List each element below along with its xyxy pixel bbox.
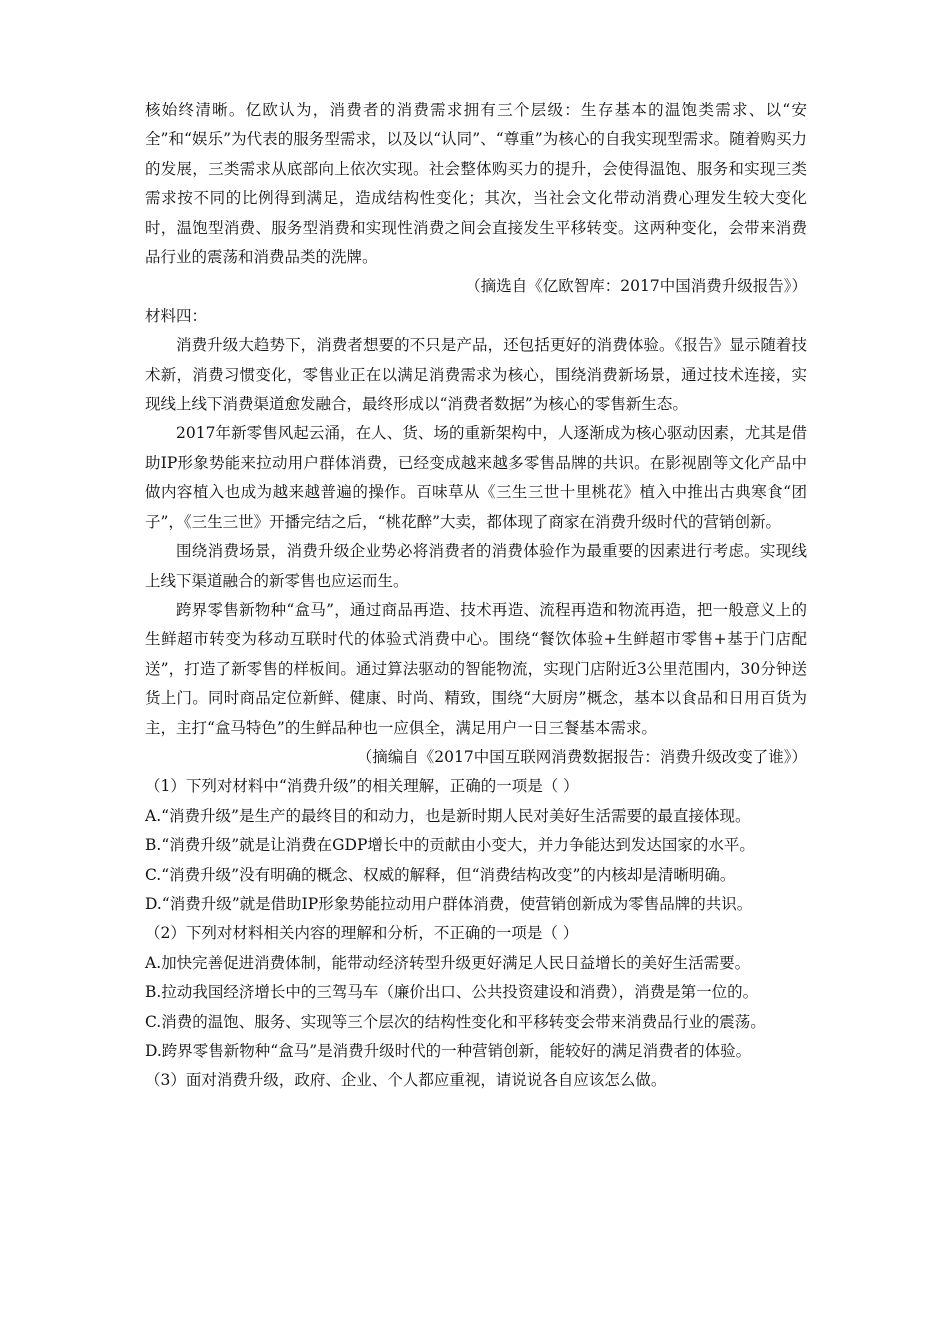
question-2 <box>145 919 807 1066</box>
question-stem: （2）下列对材料相关内容的理解和分析，不正确的一项是（ ） <box>145 924 579 943</box>
option-d: D.跨界零售新物种“盒马”是消费升级时代的一种营销创新，能较好的满足消费者的体验。 <box>145 1042 752 1060</box>
paragraph: 消费升级大趋势下，消费者想要的不只是产品，还包括更好的消费体验。《报告》显示随着技术新，消费习惯变化，零售业正在以满足消费需求为核心，围绕消费新场景，通过技术连接，实现线上线下消费渠道愈发融合，最终形成以“消费者数据”为核心的零售新生态。 <box>145 336 807 414</box>
option-d: D.“消费升级”就是借助IP形象势能拉动用户群体消费，使营销创新成为零售品牌的共识。 <box>145 894 753 913</box>
option-a: A.加快完善促进消费体制，能带动经济转型升级更好满足人民日益增长的美好生活需要。 <box>145 953 751 972</box>
question-stem: （1）下列对材料中“消费升级”的相关理解，正确的一项是（ ） <box>145 777 579 796</box>
option-b: B.拉动我国经济增长中的三驾马车（廉价出口、公共投资建设和消费），消费是第一位的。 <box>145 983 759 1002</box>
paragraph: 跨界零售新物种“盒马”，通过商品再造、技术再造、流程再造和物流再造，把一般意义上的生鲜超市转变为移动互联时代的体验式消费中心。围绕“餐饮体验+生鲜超市零售+基于门店配送”，打造了新零售的样板间。通过算法驱动的智能物流，实现门店附近3公里范围内，30分钟送货上门。同时商品定位新鲜、健康、时尚、精致，围绕“大厨房”概念，基本以食品和日用百货为主，主打“盒马特色”的生鲜品种也一应俱全，满足用户一日三餐基本需求。 <box>145 600 807 737</box>
source-citation: （摘编自《2017中国互联网消费数据报告：消费升级改变了谁》） <box>356 747 807 766</box>
document-page <box>145 96 807 1096</box>
question-stem: （3）面对消费升级，政府、企业、个人都应重视，请说说各自应该怎么做。 <box>145 1071 667 1090</box>
paragraph: 核始终清晰。亿欧认为，消费者的消费需求拥有三个层级：生存基本的温饱类需求、以“安全”和“娱乐”为代表的服务型需求，以及以“认同”、“尊重”为核心的自我实现型需求。随着购买力的发展，三类需求从底部向上依次实现。社会整体购买力的提升，会使得温饱、服务和实现三类需求按不同的比例得到满足，造成结构性变化；其次，当社会文化带动消费心理发生较大变化时，温饱型消费、服务型消费和实现性消费之间会直接发生平移转变。这两种变化，会带来消费品行业的震荡和消费品类的洗牌。 <box>145 101 807 267</box>
section-heading: 材料四： <box>145 306 208 325</box>
question-1 <box>145 772 807 919</box>
paragraph: 2017年新零售风起云涌，在人、货、场的重新架构中，人逐渐成为核心驱动因素，尤其是借助IP形象势能来拉动用户群体消费，已经变成越来越多零售品牌的共识。在影视剧等文化产品中做内容植入也成为越来越普遍的操作。百味草从《三生三世十里桃花》植入中推出古典寒食“团子”，《三生三世》开播完结之后，“桃花醉”大卖，都体现了商家在消费升级时代的营销创新。 <box>145 424 807 531</box>
option-c: C.消费的温饱、服务、实现等三个层次的结构性变化和平移转变会带来消费品行业的震荡。 <box>145 1012 766 1031</box>
option-b: B.“消费升级”就是让消费在GDP增长中的贡献由小变大，并力争能达到发达国家的水平。 <box>145 836 755 855</box>
source-citation: （摘选自《亿欧智库：2017中国消费升级报告》） <box>465 277 807 296</box>
option-c: C.“消费升级”没有明确的概念、权威的解释，但“消费结构改变”的内核却是清晰明确。 <box>145 865 736 884</box>
question-3 <box>145 1066 807 1095</box>
paragraph: 围绕消费场景，消费升级企业势必将消费者的消费体验作为最重要的因素进行考虑。实现线上线下渠道融合的新零售也应运而生。 <box>145 542 807 590</box>
option-a: A.“消费升级”是生产的最终目的和动力，也是新时期人民对美好生活需要的最直接体现。 <box>145 806 751 825</box>
